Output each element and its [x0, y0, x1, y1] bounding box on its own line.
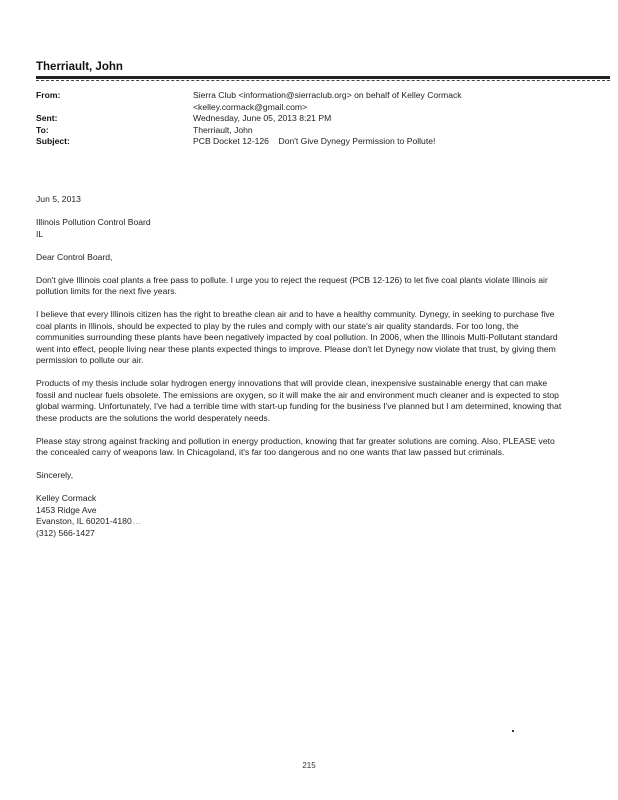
from-value-line2: <kelley.cormack@gmail.com>	[193, 101, 308, 112]
from-value	[193, 90, 462, 113]
to-value: Therriault, John	[193, 124, 253, 135]
letter-date: Jun 5, 2013	[36, 194, 81, 204]
sent-label: Sent:	[36, 113, 58, 123]
scan-artifact-speck	[512, 730, 514, 732]
signature-address1: 1453 Ridge Ave	[36, 504, 97, 515]
sent-value: Wednesday, June 05, 2013 8:21 PM	[193, 113, 332, 123]
signature-name: Kelley Cormack	[36, 493, 97, 503]
header-divider-thick	[36, 76, 610, 79]
signature-phone: (312) 566-1427	[36, 527, 95, 538]
recipient-line1: Illinois Pollution Control Board	[36, 217, 151, 227]
subject-value: PCB Docket 12-126 Don't Give Dynegy Permission to Pollute!	[193, 136, 436, 146]
salutation: Dear Control Board,	[36, 251, 113, 262]
sent-row	[36, 113, 610, 125]
signature-address2: Evanston, IL 60201-4180	[36, 516, 132, 526]
sender-name: Therriault, John	[36, 61, 123, 73]
to-row	[36, 125, 610, 137]
from-row	[36, 90, 610, 113]
scan-artifact-dots: ...	[133, 519, 142, 526]
recipient-line2: IL	[36, 228, 44, 239]
to-label: To:	[36, 124, 49, 135]
email-header	[36, 90, 610, 148]
email-body	[36, 194, 568, 539]
from-value-line1: Sierra Club <information@sierraclub.org> on behalf of Kelley Cormack	[193, 90, 462, 100]
paragraph-1: Don't give Illinois coal plants a free pass to pollute. I urge you to reject the request (PCB 12-126) to let five coal plants violate Illinois air pollution limits for the next five years.	[36, 274, 548, 296]
subject-label: Subject:	[36, 136, 70, 146]
closing: Sincerely,	[36, 470, 74, 480]
paragraph-3: Products of my thesis include solar hydrogen energy innovations that will provide clean, inexpensive sustainable energy that can make fossil and nuclear fuels obsolete. The emissions are oxygen, so it will make the air and environment much cleaner and is expected to stop global warming. Unfortunately, I've had a terrible time with start-up funding for the business I've planned but I am determined, knowing that these products are the solutions the world desperately needs.	[36, 378, 562, 423]
paragraph-4: Please stay strong against fracking and pollution in energy production, knowing that far greater solutions are coming. Also, PLEASE veto the concealed carry of weapons law. In Chicagoland, it's far too dangerous and no one wants that law passed but criminals.	[36, 435, 555, 457]
subject-row	[36, 136, 610, 148]
paragraph-2: I believe that every Illinois citizen has the right to breathe clean air and to have a healthy community. Dynegy, in seeking to purchase five coal plants in Illinois, should be expected to play by the rules and comply with our state's air quality standards. For too long, the communities surrounding these plants have been negatively impacted by coal pollution. In 2006, when the Illinois Multi-Pollutant standard went into effect, people living near these plants expected things to improve. Please don't let Dynegy now violate that trust, by giving them permission to pollute our air.	[36, 309, 558, 365]
header-divider-dashed	[36, 80, 610, 81]
page-number: 215	[302, 761, 316, 770]
from-label: From:	[36, 90, 61, 100]
